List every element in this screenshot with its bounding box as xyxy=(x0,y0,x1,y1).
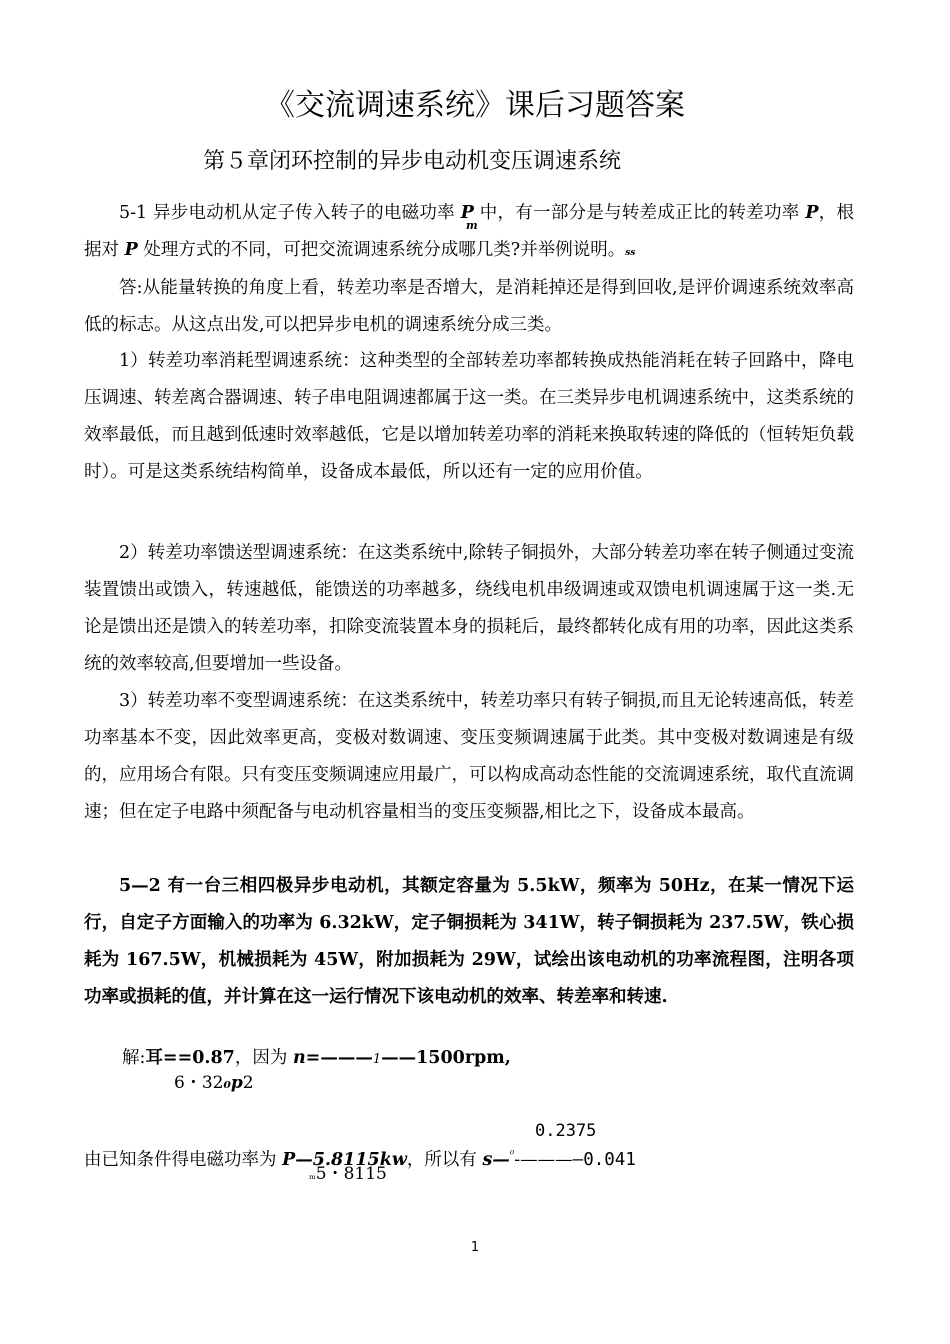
document-title: 《交流调速系统》课后习题答案 xyxy=(265,88,685,123)
q51-text-g: 处理方式的不同，可把交流调速系统分成哪几类?并举例说明。 xyxy=(137,240,626,260)
answer-5-1-intro: 答:从能量转换的角度上看，转差功率是否增大，是消耗掉还是得到回收,是评价调速系统效率高低的标志。从这点出发,可以把异步电机的调速系统分成三类。 xyxy=(84,278,854,335)
sol1-b: 耳==0.87 xyxy=(145,1048,235,1068)
sol1-d: n= xyxy=(292,1048,321,1068)
sol2-b: P—5.8115kw xyxy=(282,1149,407,1170)
sol2-d: s— xyxy=(482,1149,510,1170)
q51-subscript-ss: ss xyxy=(625,248,636,258)
frac-bot-a: ₘ xyxy=(309,1169,316,1182)
question-5-1 xyxy=(84,195,854,272)
answer-type-2: 2）转差功率馈送型调速系统：在这类系统中,除转子铜损外，大部分转差功率在转子侧通过变流装置馈出或馈入，转速越低，能馈送的功率越多，绕线电机串级调速或双馈电机调速属于这一类.无论是馈出还是馈入的转差功率，扣除变流装置本身的损耗后，最终都转化成有用的功率，因此这类系统的效率较高,但要增加一些设备。 xyxy=(84,543,854,674)
slip-fraction-numerator: 0.2375 xyxy=(535,1121,597,1141)
answer-type-3: 3）转差功率不变型调速系统：在这类系统中，转差功率只有转子铜损,而且无论转速高低，转差功率基本不变，因此效率更高，变极对数调速、变压变频调速属于此类。其中变极对数调速是有级的，应用场合有限。只有变压变频调速应用最广，可以构成高动态性能的交流调速系统，取代直流调速；但在定子电路中须配备与电动机容量相当的变压变频器,相比之下，设备成本最高。 xyxy=(84,691,854,822)
slip-fraction-denominator xyxy=(309,1162,387,1188)
q51-symbol-p2: P xyxy=(805,203,819,223)
question-5-2: 5—2 有一台三相四极异步电动机，其额定容量为 5.5kW，频率为 50Hz，在某一情况下运行，自定子方面输入的功率为 6.32kW，定子铜损耗为 341W，转子铜损耗为 237.5W，铁心损耗为 167.5W，机械损耗为 45W，附加损耗为 29W，试绘出该电动机的功率流程图，注明各项功率或损耗的值，并计算在这一运行情况下该电动机的效率、转差率和转速. xyxy=(84,876,854,1007)
sol2-g: —0.041 xyxy=(572,1149,636,1170)
sol2-c: ，所以有 xyxy=(406,1149,483,1170)
frac-bot-b: 5・8115 xyxy=(315,1164,387,1184)
sol1-g: ——1500rpm, xyxy=(381,1048,511,1068)
q51-symbol-p1: P xyxy=(460,203,474,223)
answer-type-1: 1）转差功率消耗型调速系统：这种类型的全部转差功率都转换成热能消耗在转子回路中，降电压调速、转差离合器调速、转子串电阻调速都属于这一类。在三类异步电机调速系统中，这类系统的效率最低，而且越到低速时效率越低，它是以增加转差功率的消耗来换取转速的降低的（恒转矩负载时）。可是这类系统结构简单，设备成本最低，所以还有一定的应用价值。 xyxy=(84,351,854,482)
q51-text-e: ，根据对 xyxy=(84,203,855,260)
sol1-f: 1 xyxy=(372,1052,382,1067)
solution-line-1 xyxy=(122,1045,511,1073)
sol1-e: ——— xyxy=(320,1048,373,1068)
sol2-f: -——— xyxy=(514,1149,573,1170)
sol2-a: 由已知条件得电磁功率为 xyxy=(84,1149,283,1170)
sol2-e: ⁰ xyxy=(509,1148,515,1161)
q51-text-c: 中，有一部分是与转差成正比的转差功率 xyxy=(473,203,806,223)
sol1-a: 解: xyxy=(122,1048,146,1068)
sol1-c: ，因为 xyxy=(234,1048,293,1068)
chapter-heading: 第５章闭环控制的异步电动机变压调速系统 xyxy=(203,149,622,174)
q51-symbol-p3: P xyxy=(124,240,138,260)
sol1b-b: ₀p xyxy=(223,1073,243,1093)
sol1b-a: 6・32 xyxy=(174,1073,224,1093)
page-number: 1 xyxy=(470,1240,480,1255)
q51-subscript-m: m xyxy=(466,219,478,232)
sol1b-c: 2 xyxy=(242,1073,254,1093)
solution-line-1-denominator xyxy=(174,1071,254,1095)
q51-text-a: 5-1 异步电动机从定子传入转子的电磁功率 xyxy=(119,203,461,223)
